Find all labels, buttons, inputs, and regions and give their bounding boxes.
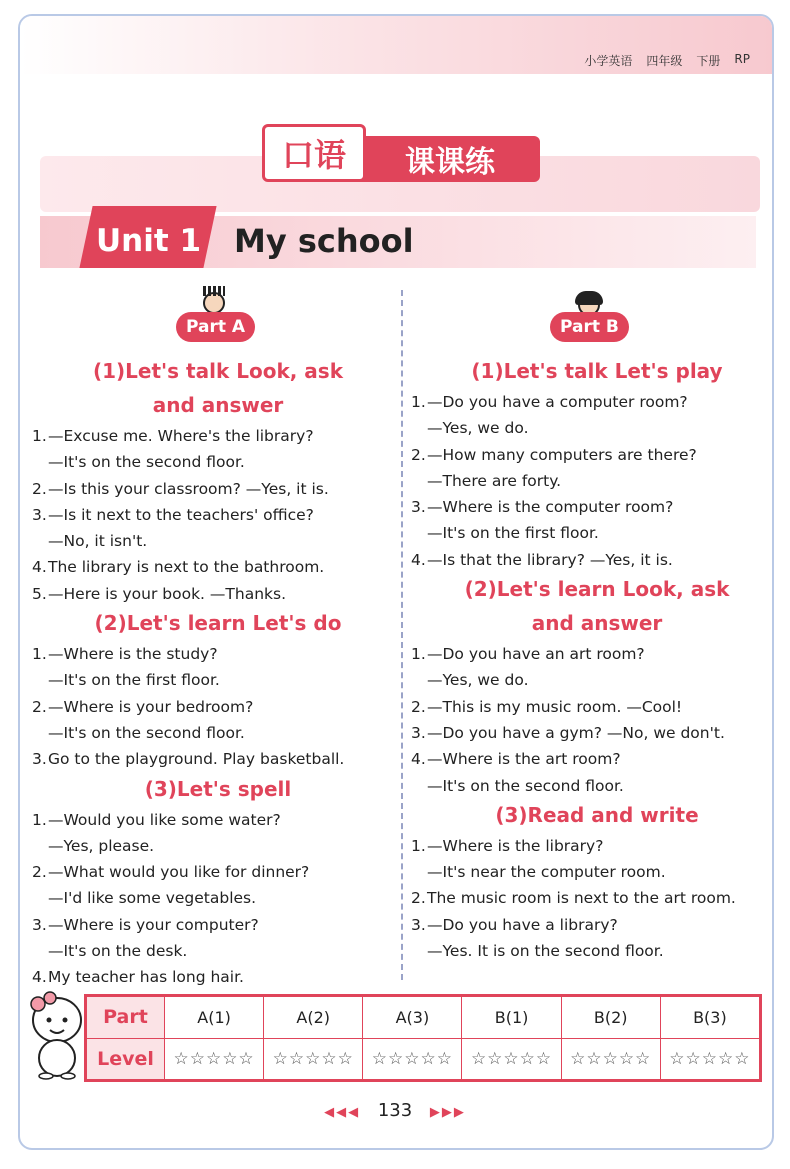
section-title: (3)Read and write (495, 802, 699, 827)
line-number: 3. (411, 498, 426, 517)
star-rating[interactable]: ☆☆☆☆☆ (660, 1038, 759, 1080)
line-text: —What would you like for dinner? (48, 863, 310, 882)
dialogue-line (32, 667, 404, 693)
line-number: 3. (32, 505, 47, 524)
header-term: 下册 (696, 54, 721, 68)
line-number: 3. (411, 915, 426, 934)
line-text: —Where is the art room? (427, 750, 621, 769)
part-b-badge: Part B (550, 312, 629, 342)
section-title: (1)Let's talk Let's play (471, 359, 723, 383)
dialogue-line (32, 641, 404, 667)
line-number: 2. (411, 697, 426, 716)
prev-arrows-icon: ◀◀◀ (324, 1105, 361, 1120)
part-b-column (411, 355, 783, 964)
dialogue-line (32, 885, 404, 911)
line-number: 2. (32, 697, 47, 716)
star-rating[interactable]: ☆☆☆☆☆ (264, 1038, 363, 1080)
dialogue-line (32, 938, 404, 964)
part-a-column (32, 355, 404, 991)
dialogue-line (32, 833, 404, 859)
table-head-part: Part (87, 997, 165, 1039)
line-number: 2. (411, 889, 426, 908)
line-number: 4. (411, 550, 426, 569)
line-text: —It's on the second floor. (48, 453, 245, 472)
line-text: —It's on the second floor. (48, 723, 245, 742)
dialogue-line (32, 964, 404, 990)
section-title: and answer (152, 393, 284, 417)
dialogue-line (411, 912, 783, 938)
line-number: 2. (32, 479, 47, 498)
section-title: (1)Let's talk Look, ask (92, 359, 344, 383)
dialogue-line (411, 720, 783, 746)
line-number: 2. (411, 445, 426, 464)
line-text: —Yes, please. (48, 836, 155, 855)
section-title: (2)Let's learn Let's do (94, 611, 342, 636)
section-title: (3)Let's spell (144, 776, 292, 801)
line-number: 5. (32, 584, 47, 603)
line-text: —Is it next to the teachers' office? (48, 505, 314, 524)
line-text: —Where is your computer? (48, 915, 259, 934)
unit-number: Unit 1 (96, 223, 202, 259)
dialogue-line (411, 468, 783, 494)
dialogue-line (411, 547, 783, 573)
header-edition: RP (734, 52, 750, 66)
dialogue-line (411, 833, 783, 859)
header-subject: 小学英语 (584, 54, 633, 68)
section-title: (2)Let's learn Look, ask (464, 577, 730, 602)
line-number: 4. (411, 750, 426, 769)
dialogue-line (411, 773, 783, 799)
table-cell-part: A(1) (165, 997, 264, 1039)
line-text: —Do you have an art room? (427, 645, 645, 664)
line-number: 3. (32, 750, 47, 769)
dialogue-line (32, 476, 404, 502)
title-box: 口语 (262, 124, 366, 182)
dialogue-line (411, 389, 783, 415)
mascot-icon (28, 990, 86, 1080)
page-number: 133 (377, 1100, 413, 1121)
line-number: 3. (411, 723, 426, 742)
dialogue-line (411, 859, 783, 885)
table-head-level: Level (87, 1038, 165, 1080)
dialogue-line (411, 494, 783, 520)
dialogue-line (32, 912, 404, 938)
header-grade: 四年级 (646, 54, 683, 68)
line-text: —Do you have a library? (427, 915, 618, 934)
dialogue-line (32, 423, 404, 449)
line-number: 2. (32, 863, 47, 882)
line-text: —Do you have a computer room? (427, 393, 688, 411)
line-text: —Where is the library? (427, 836, 604, 855)
title-ribbon: 课课练 (360, 136, 540, 182)
line-text: —No, it isn't. (48, 532, 148, 551)
dialogue-line (32, 502, 404, 528)
dialogue-line (32, 807, 404, 833)
table-cell-part: B(3) (660, 997, 759, 1039)
progress-table (84, 994, 762, 1082)
star-rating[interactable]: ☆☆☆☆☆ (561, 1038, 660, 1080)
line-text: —It's on the first floor. (48, 671, 220, 690)
line-number: 1. (32, 427, 47, 445)
line-text: —Is that the library? —Yes, it is. (427, 550, 673, 569)
section-title: and answer (531, 611, 663, 636)
line-text: —Here is your book. —Thanks. (48, 584, 287, 603)
dialogue-line (32, 746, 404, 772)
line-text: —Where is the computer room? (427, 498, 674, 517)
dialogue-line (411, 641, 783, 667)
dialogue-line (411, 746, 783, 772)
next-arrows-icon: ▶▶▶ (429, 1105, 466, 1120)
dialogue-line (32, 528, 404, 554)
line-text: —It's on the first floor. (427, 524, 599, 543)
dialogue-line (32, 859, 404, 885)
table-cell-part: B(2) (561, 997, 660, 1039)
line-text: —Excuse me. Where's the library? (48, 427, 314, 445)
line-text: —Would you like some water? (48, 810, 281, 829)
line-text: —Do you have a gym? —No, we don't. (427, 723, 725, 742)
table-row-part (87, 997, 760, 1039)
table-row-level (87, 1038, 760, 1080)
line-text: My teacher has long hair. (48, 968, 244, 987)
line-number: 1. (32, 810, 47, 829)
line-text: The music room is next to the art room. (427, 889, 736, 908)
table-cell-part: A(3) (363, 997, 462, 1039)
line-text: —Where is the study? (48, 645, 218, 664)
dialogue-line (411, 885, 783, 911)
line-text: —There are forty. (427, 471, 562, 490)
line-number: 3. (32, 915, 47, 934)
line-number: 1. (411, 645, 426, 664)
dialogue-line (32, 581, 404, 607)
dialogue-line (32, 554, 404, 580)
unit-title: My school (234, 222, 414, 260)
dialogue-line (411, 667, 783, 693)
dialogue-line (411, 520, 783, 546)
dialogue-line (32, 720, 404, 746)
line-text: —It's near the computer room. (427, 863, 666, 882)
star-rating[interactable]: ☆☆☆☆☆ (363, 1038, 462, 1080)
line-text: —Is this your classroom? —Yes, it is. (48, 479, 329, 498)
line-text: —Yes, we do. (427, 671, 529, 690)
dialogue-line (32, 694, 404, 720)
boy-face-icon (203, 292, 225, 314)
line-number: 4. (32, 558, 47, 577)
line-text: —It's on the second floor. (427, 776, 624, 795)
dialogue-line (411, 694, 783, 720)
page-footer (0, 1100, 790, 1121)
star-rating[interactable]: ☆☆☆☆☆ (462, 1038, 561, 1080)
part-a-badge: Part A (176, 312, 255, 342)
line-text: Go to the playground. Play basketball. (48, 750, 345, 769)
line-text: —Where is your bedroom? (48, 697, 254, 716)
line-number: 1. (411, 393, 426, 411)
line-number: 1. (411, 836, 426, 855)
star-rating[interactable]: ☆☆☆☆☆ (165, 1038, 264, 1080)
dialogue-line (411, 442, 783, 468)
line-text: —I'd like some vegetables. (48, 889, 257, 908)
dialogue-line (32, 449, 404, 475)
line-text: —Yes. It is on the second floor. (427, 942, 664, 961)
dialogue-line (411, 415, 783, 441)
line-number: 1. (32, 645, 47, 664)
line-text: —It's on the desk. (48, 942, 188, 961)
header-tags (584, 52, 750, 69)
table-cell-part: B(1) (462, 997, 561, 1039)
line-text: The library is next to the bathroom. (48, 558, 325, 577)
line-text: —This is my music room. —Cool! (427, 697, 683, 716)
dialogue-line (411, 938, 783, 964)
table-cell-part: A(2) (264, 997, 363, 1039)
line-text: —How many computers are there? (427, 445, 697, 464)
line-text: —Yes, we do. (427, 419, 529, 438)
line-number: 4. (32, 968, 47, 987)
